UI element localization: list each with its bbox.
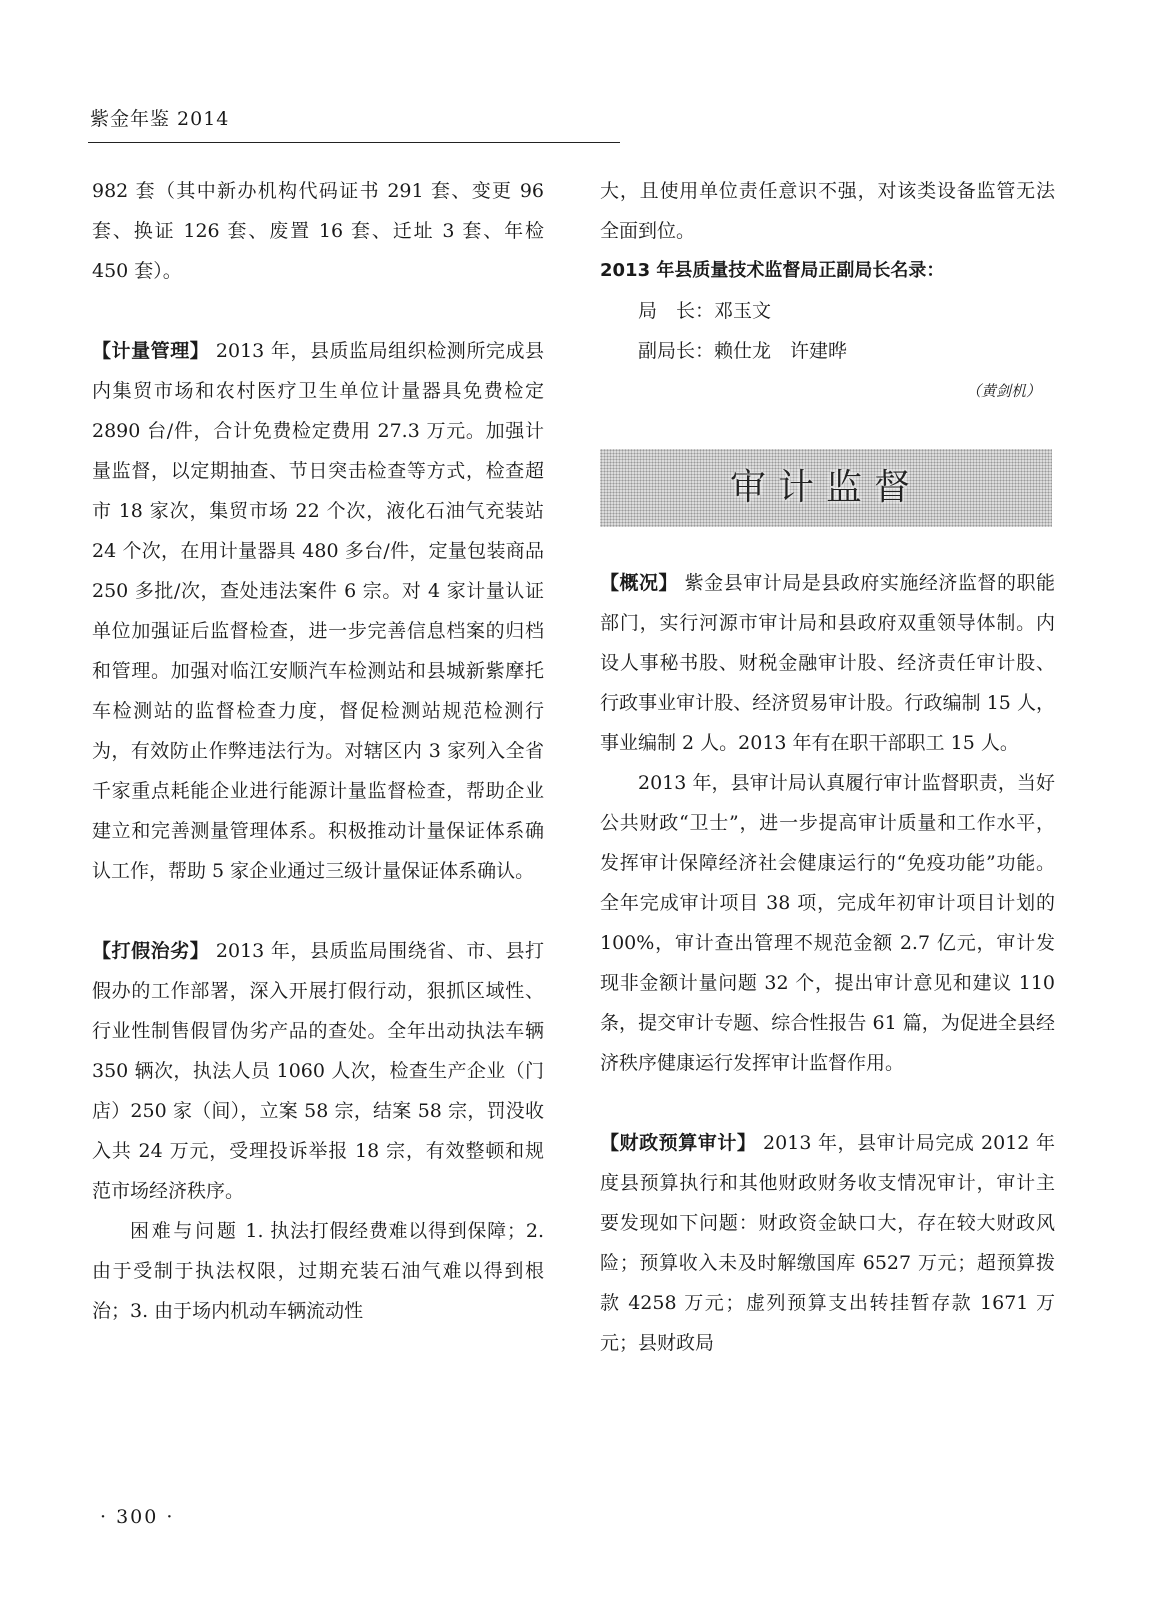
right-column	[600, 171, 1055, 1363]
section-measurement	[92, 331, 544, 891]
author-signature: （黄剑机）	[965, 382, 1041, 400]
section-text-anti-counterfeit: 2013 年，县质监局围绕省、市、县打假办的工作部署，深入开展打假行动，狠抓区域性、行业性制售假冒伪劣产品的查处。全年出动执法车辆 350 辆次，执法人员 1060 人次，检查生产企业（门店）250 家（间），立案 58 宗，结案 58 宗，罚没收入共 24 万元，受理投诉举报 18 宗，有效整顿和规范市场经济秩序。	[92, 940, 544, 1202]
header-rule	[88, 142, 620, 143]
paragraph-code-certificates: 982 套（其中新办机构代码证书 291 套、变更 96 套、换证 126 套、废置 16 套、迁址 3 套、年检 450 套）。	[92, 180, 544, 282]
section-label-measurement: 【计量管理】	[92, 340, 210, 362]
section-anti-counterfeit	[92, 931, 544, 1211]
section-label-anti-counterfeit: 【打假治劣】	[92, 940, 210, 962]
leader-director: 局 长：邓玉文	[638, 300, 772, 322]
section-text-overview: 紫金县审计局是县政府实施经济监督的职能部门，实行河源市审计局和县政府双重领导体制。内设人事秘书股、财税金融审计股、经济责任审计股、行政事业审计股、经济贸易审计股。行政编制 15 人，事业编制 2 人。2013 年有在职干部职工 15 人。	[600, 572, 1055, 754]
section-label-budget-audit: 【财政预算审计】	[600, 1132, 757, 1154]
paragraph-2013-audit: 2013 年，县审计局认真履行审计监督职责，当好公共财政“卫士”，进一步提高审计质量和工作水平，发挥审计保障经济社会健康运行的“免疫功能”功能。全年完成审计项目 38 项，完成年初审计项目计划的 100%，审计查出管理不规范金额 2.7 亿元，审计发现非金额计量问题 32 个，提出审计意见和建议 110 条，提交审计专题、综合性报告 61 篇，为促进全县经济秩序健康运行发挥审计监督作用。	[600, 772, 1055, 1074]
leaders-title: 2013 年县质量技术监督局正副局长名录：	[600, 260, 945, 281]
section-overview	[600, 563, 1055, 763]
section-budget-audit	[600, 1123, 1055, 1363]
leader-deputies: 副局长：赖仕龙 许建晔	[638, 340, 848, 362]
section-text-budget-audit: 2013 年，县审计局完成 2012 年度县预算执行和其他财政财务收支情况审计，审计主要发现如下问题：财政资金缺口大，存在较大财政风险；预算收入未及时解缴国库 6527 万元；超预算拨款 4258 万元；虚列预算支出转挂暂存款 1671 万元；县财政局	[600, 1132, 1055, 1354]
section-title: 审计监督	[729, 467, 922, 508]
section-label-overview: 【概况】	[600, 572, 679, 594]
page-number: · 300 ·	[100, 1506, 175, 1528]
section-text-measurement: 2013 年，县质监局组织检测所完成县内集贸市场和农村医疗卫生单位计量器具免费检定 2890 台/件，合计免费检定费用 27.3 万元。加强计量监督，以定期抽查、节日突击检查等方式，检查超市 18 家次，集贸市场 22 个次，液化石油气充装站 24 个次，在用计量器具 480 多台/件，定量包装商品 250 多批/次，查处违法案件 6 宗。对 4 家计量认证单位加强证后监督检查，进一步完善信息档案的归档和管理。加强对临江安顺汽车检测站和县城新紫摩托车检测站的监督检查力度，督促检测站规范检测行为，有效防止作弊违法行为。对辖区内 3 家列入全省千家重点耗能企业进行能源计量监督检查，帮助企业建立和完善测量管理体系。积极推动计量保证体系确认工作，帮助 5 家企业通过三级计量保证体系确认。	[92, 340, 544, 882]
section-problems	[92, 1211, 544, 1331]
left-column	[92, 171, 544, 1331]
paragraph-continuation: 大，且使用单位责任意识不强，对该类设备监管无法全面到位。	[600, 180, 1055, 242]
problems-text: 1. 执法打假经费难以得到保障；2. 由于受制于执法权限，过期充装石油气难以得到根治；3. 由于场内机动车辆流动性	[92, 1220, 544, 1322]
problems-label: 困难与问题	[130, 1220, 239, 1242]
section-banner	[600, 449, 1052, 527]
running-title: 紫金年鉴 2014	[90, 108, 230, 130]
